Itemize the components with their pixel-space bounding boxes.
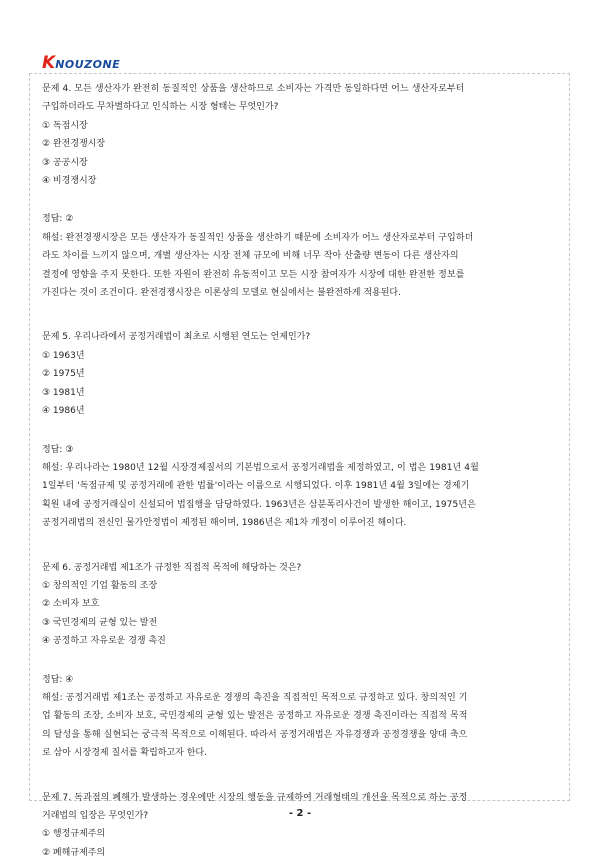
- option-item: ② 완전경쟁시장: [42, 139, 106, 150]
- option-item: ① 독점시장: [42, 120, 88, 131]
- question-block: [42, 789, 562, 862]
- question-block: [42, 559, 562, 763]
- page-content: [42, 80, 562, 862]
- option-item: ③ 국민경제의 균형 있는 발전: [42, 617, 158, 628]
- explanation-text: 라도 차이를 느끼지 않으며, 개별 생산자는 시장 전체 규모에 비해 너무 작아 산출량 변동이 다른 생산자의: [42, 251, 459, 262]
- question-block: [42, 328, 562, 532]
- explanation-text: 업 활동의 조장, 소비자 보호, 국민경제의 균형 있는 발전은 공정하고 자유로운 경쟁 촉진이라는 직접적 목적: [42, 711, 468, 722]
- option-item: ② 폐해규제주의: [42, 847, 106, 858]
- answer-text: 정답: ②: [42, 214, 74, 225]
- explanation-text: 의 달성을 통해 실현되는 궁극적 목적으로 이해된다. 따라서 공정거래법은 자유경쟁과 공정경쟁을 양대 축으: [42, 729, 468, 740]
- explanation-text: 획원 내에 공정거래실이 신설되어 법집행을 담당하였다. 1963년은 삼분폭리사건이 발생한 해이고, 1975년은: [42, 499, 476, 510]
- explanation-text: 공정거래법의 전신인 물가안정법이 제정된 해이며, 1986년은 제1차 개정이 이루어진 해이다.: [42, 518, 407, 529]
- knouzone-logo: KNOUZONE: [42, 53, 121, 73]
- question-block: [42, 80, 562, 302]
- option-item: ④ 1986년: [42, 406, 85, 417]
- option-item: ② 1975년: [42, 369, 85, 380]
- explanation-text: 결정에 영향을 주지 못한다. 또한 자원이 완전히 유동적이고 모든 시장 참여자가 시장에 대한 완전한 정보를: [42, 269, 465, 280]
- option-item: ① 창의적인 기업 활동의 조장: [42, 580, 158, 591]
- option-item: ③ 1981년: [42, 387, 85, 398]
- question-text: 문제 5. 우리나라에서 공정거래법이 최초로 시행된 연도는 언제인가?: [42, 332, 311, 343]
- explanation-text: 해설: 우리나라는 1980년 12월 시장경제질서의 기본법으로서 공정거래법을 제정하였고, 이 법은 1981년 4월: [42, 462, 479, 473]
- question-text: 문제 4. 모든 생산자가 완전히 동질적인 상품을 생산하므로 소비자는 가격만 동일하다면 어느 생산자로부터: [42, 84, 465, 94]
- page-number: - 2 -: [288, 808, 312, 819]
- question-text: 문제 7. 독과점의 폐해가 발생하는 경우에만 시장의 행동을 규제하여 거래형태의 개선을 목적으로 하는 공정: [42, 792, 468, 803]
- option-item: ② 소비자 보호: [42, 599, 100, 610]
- explanation-text: 1일부터 '독점규제 및 공정거래에 관한 법률'이라는 이름으로 시행되었다. 이후 1981년 4월 3일에는 경제기: [42, 481, 470, 492]
- answer-text: 정답: ③: [42, 444, 74, 455]
- explanation-text: 해설: 완전경쟁시장은 모든 생산자가 동질적인 상품을 생산하기 때문에 소비자가 어느 생산자로부터 구입하더: [42, 232, 474, 243]
- explanation-text: 해설: 공정거래법 제1조는 공정하고 자유로운 경쟁의 촉진을 직접적인 목적으로 규정하고 있다. 창의적인 기: [42, 692, 468, 703]
- option-item: ④ 공정하고 자유로운 경쟁 촉진: [42, 636, 166, 647]
- option-item: ① 행정규제주의: [42, 829, 106, 840]
- answer-text: 정답: ④: [42, 674, 74, 685]
- question-text: 거래법의 입장은 무엇인가?: [42, 811, 149, 821]
- question-text: 문제 6. 공정거래법 제1조가 규정한 직접적 목적에 해당하는 것은?: [42, 562, 302, 573]
- explanation-text: 가진다는 것이 조건이다. 완전경쟁시장은 이론상의 모델로 현실에서는 불완전하게 적용된다.: [42, 288, 401, 299]
- option-item: ① 1963년: [42, 350, 85, 361]
- question-text: 구입하더라도 무차별하다고 인식하는 시장 형태는 무엇인가?: [42, 102, 279, 113]
- explanation-text: 로 삼아 시장경제 질서를 확립하고자 한다.: [42, 748, 207, 759]
- option-item: ③ 공공시장: [42, 157, 88, 168]
- option-item: ④ 비경쟁시장: [42, 176, 97, 187]
